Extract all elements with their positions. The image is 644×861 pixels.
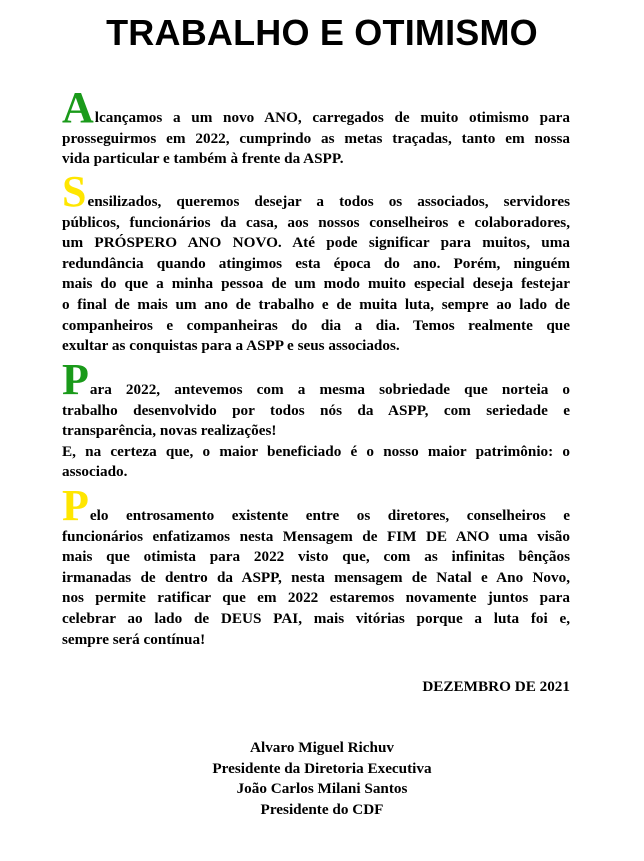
signature-block [0,738,644,820]
paragraph-text: ara 2022, antevemos com a mesma sobriedade que norteia o [89,381,570,398]
drop-cap-initial: P [62,355,89,404]
paragraph-text: o final de mais um ano de trabalho e de muita luta, sempre ao lado de [62,295,570,313]
paragraph-text: companheiros e companheiras do dia a dia. Temos realmente que [62,316,570,334]
signatory-title: Presidente da Diretoria Executiva [212,759,432,777]
paragraph-text: E, na certeza que, o maior beneficiado é o nosso maior patrimônio: o [62,442,570,460]
paragraph-1-line-1 [62,83,570,132]
paragraph-4-line-1 [62,481,570,530]
paragraph-2-line-1 [62,167,570,216]
paragraph-text: transparência, novas realizações! [62,422,277,440]
signatory-name: João Carlos Milani Santos [236,780,408,797]
paragraph-3-line-1 [62,355,570,404]
drop-cap-initial: A [62,83,94,132]
signatory-title: Presidente do CDF [260,800,384,818]
paragraph-text: sempre será contínua! [62,630,206,648]
page-title: TRABALHO E OTIMISMO [106,12,538,53]
paragraph-text: lcançamos a um novo ANO, carregados de muito otimismo para [94,109,570,126]
paragraph-text: vida particular e também à frente da ASPP. [62,150,344,168]
signatory-name: Alvaro Miguel Richuv [250,739,394,756]
paragraph-text: um PRÓSPERO ANO NOVO. Até pode significar para muitos, uma [62,234,570,252]
paragraph-text: funcionários enfatizamos nesta Mensagem de FIM DE ANO uma visão [62,527,570,545]
paragraph-4 [62,482,570,650]
paragraph-text: celebrar ao lado de DEUS PAI, mais vitórias porque a luta foi e, [62,609,570,627]
paragraph-text: redundância quando atingimos esta época do ano. Porém, ninguém [62,254,570,272]
paragraph-text: públicos, funcionários da casa, aos nossos conselheiros e colaboradores, [62,213,570,231]
paragraph-text: associado. [62,463,128,481]
paragraph-text: elo entrosamento existente entre os diretores, conselheiros e [89,507,570,524]
paragraph-text: prosseguirmos em 2022, cumprindo as metas traçadas, tanto em nossa [62,129,570,147]
paragraph-2 [62,168,570,357]
date-line: DEZEMBRO DE 2021 [422,678,570,695]
paragraph-1 [62,84,570,170]
drop-cap-initial: S [62,167,87,216]
paragraph-text: mais que otimista para 2022 visto que, com as infinitas bênçãos [62,548,570,566]
paragraph-text: nos permite ratificar que em 2022 estaremos novamente juntos para [62,589,570,607]
paragraph-text: irmanadas de dentro da ASPP, nesta mensagem de Natal e Ano Novo, [62,568,570,586]
paragraph-3 [62,356,570,483]
drop-cap-initial: P [62,481,89,530]
paragraph-text: exultar as conquistas para a ASPP e seus associados. [62,337,400,355]
paragraph-text: ensilizados, queremos desejar a todos os associados, servidores [87,193,570,210]
paragraph-text: mais do que a minha pessoa de um modo muito especial deseja festejar [62,275,570,293]
paragraph-text: trabalho desenvolvido por todos nós da ASPP, com seriedade e [62,401,570,419]
